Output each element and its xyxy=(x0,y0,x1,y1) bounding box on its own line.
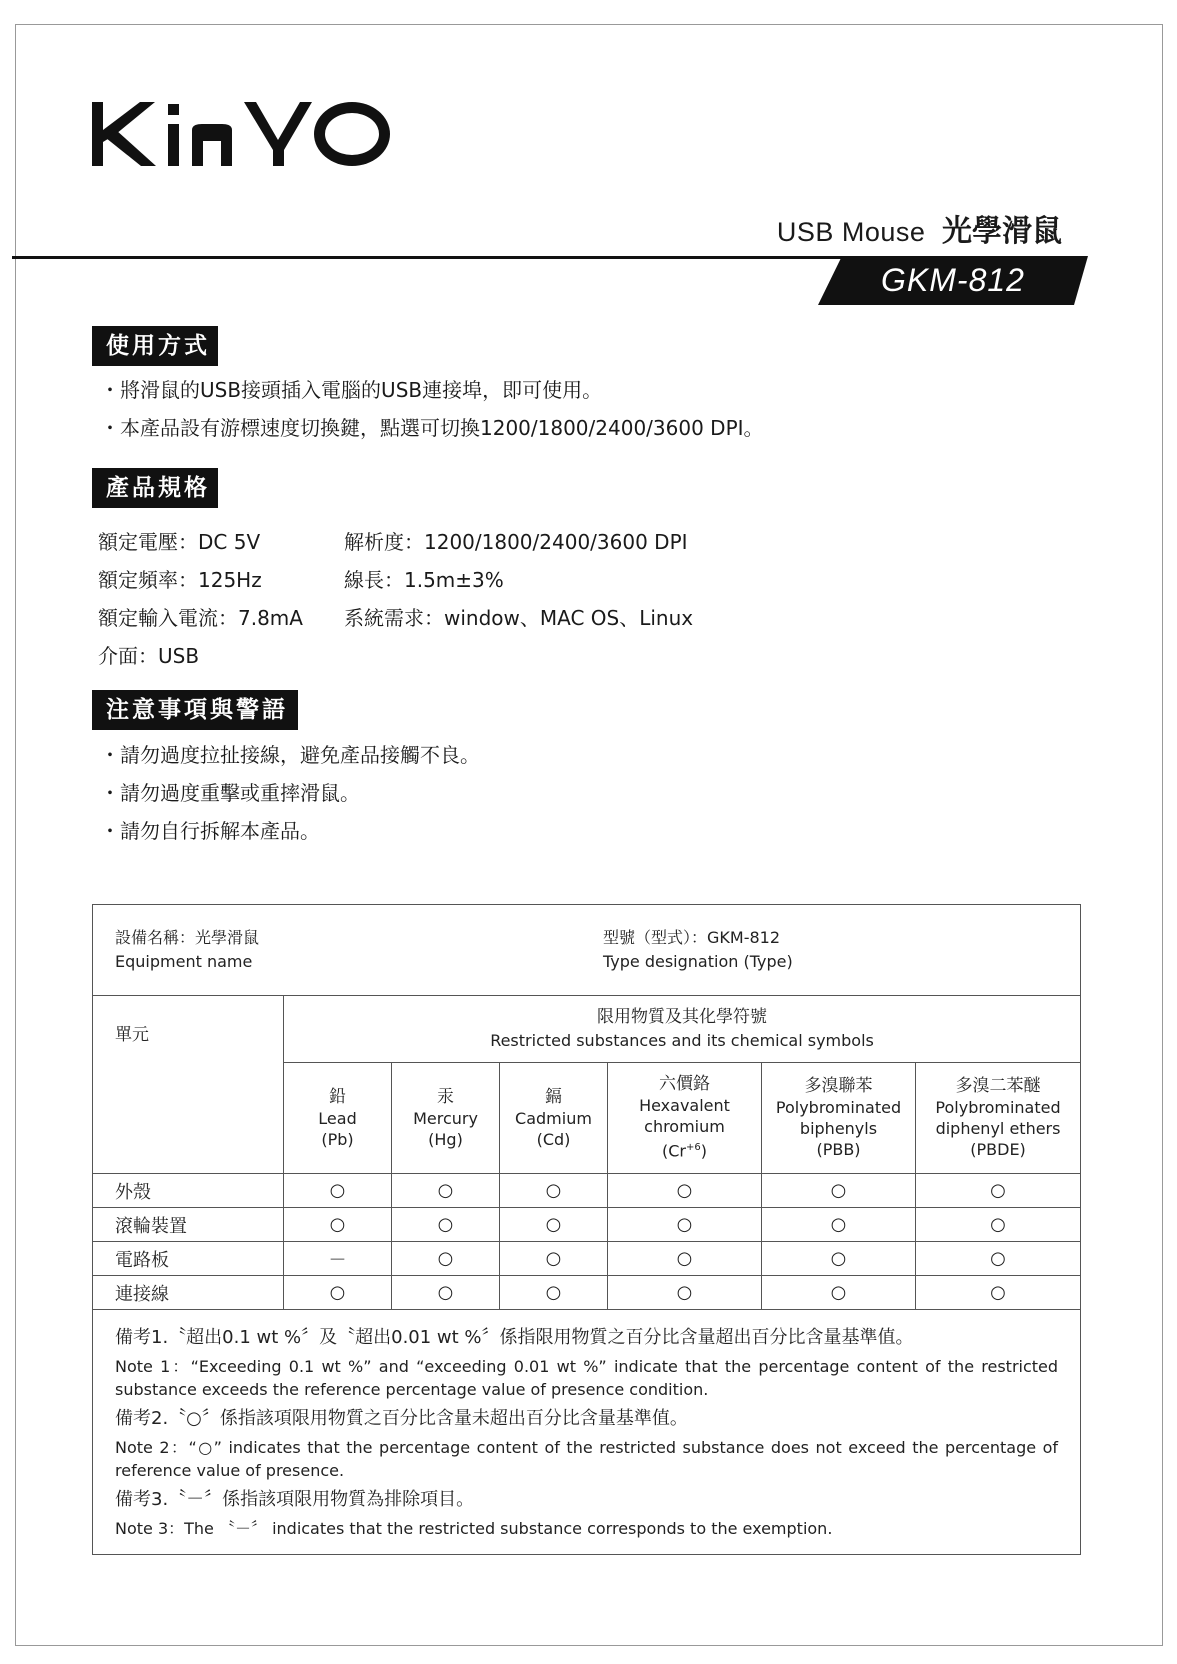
substance-cadmium: 鎘 Cadmium (Cd) xyxy=(500,1063,608,1174)
rohs-table xyxy=(92,904,1081,1555)
row-unit-label: 連接線 xyxy=(93,1276,284,1310)
kinyo-logo xyxy=(92,100,392,170)
warning-item: ・請勿自行拆解本產品。 xyxy=(100,819,320,843)
compliance-mark: ○ xyxy=(392,1208,500,1242)
table-row xyxy=(93,1208,1081,1242)
compliance-mark: ○ xyxy=(762,1174,916,1208)
compliance-mark: ○ xyxy=(500,1174,608,1208)
compliance-mark: ○ xyxy=(500,1276,608,1310)
compliance-mark: ○ xyxy=(500,1208,608,1242)
restricted-en: Restricted substances and its chemical symbols xyxy=(490,1031,874,1050)
compliance-mark: ○ xyxy=(608,1276,762,1310)
substance-lead: 鉛 Lead (Pb) xyxy=(284,1063,392,1174)
warning-item: ・請勿過度重擊或重摔滑鼠。 xyxy=(100,781,360,805)
note-3-zh: 備考3.〝－〞係指該項限用物質為排除項目。 xyxy=(115,1489,475,1510)
equipment-name-en: Equipment name xyxy=(115,952,253,971)
compliance-mark: － xyxy=(284,1242,392,1276)
row-unit-label: 外殼 xyxy=(93,1174,284,1208)
rohs-notes xyxy=(93,1310,1081,1555)
spec-voltage: 額定電壓：DC 5V xyxy=(98,530,261,554)
compliance-mark: ○ xyxy=(284,1276,392,1310)
note-1-zh: 備考1.〝超出0.1 wt %〞及〝超出0.01 wt %〞係指限用物質之百分比含量超出百分比含量基準值。 xyxy=(115,1327,914,1348)
product-name-zh: 光學滑鼠 xyxy=(942,214,1062,249)
note-3-en: Note 3：The 〝－〞 indicates that the restricted substance corresponds to the exemption. xyxy=(115,1519,833,1538)
spec-current: 額定輸入電流：7.8mA xyxy=(98,606,303,630)
spec-cable-length: 線長：1.5m±3% xyxy=(344,568,504,592)
compliance-mark: ○ xyxy=(762,1208,916,1242)
compliance-mark: ○ xyxy=(762,1242,916,1276)
substance-hexavalent-chromium: 六價鉻 Hexavalent chromium $(Cr^{+6})$ xyxy=(608,1063,762,1174)
note-1-en: Note 1：“Exceeding 0.1 wt %” and “exceeding 0.01 wt %” indicate that the percentage content of the restricted substance exceeds the reference percentage value of presence condition. xyxy=(115,1357,1059,1399)
compliance-mark: ○ xyxy=(762,1276,916,1310)
equipment-name-zh: 設備名稱：光學滑鼠 xyxy=(115,928,260,947)
compliance-mark: ○ xyxy=(392,1242,500,1276)
compliance-mark: ○ xyxy=(392,1174,500,1208)
compliance-mark: ○ xyxy=(284,1208,392,1242)
spec-frequency: 額定頻率：125Hz xyxy=(98,568,262,592)
restricted-substances-header xyxy=(284,996,1081,1063)
compliance-mark: ○ xyxy=(608,1242,762,1276)
compliance-mark: ○ xyxy=(284,1174,392,1208)
compliance-mark: ○ xyxy=(500,1242,608,1276)
usage-item: ・本產品設有游標速度切換鍵，點選可切換1200/1800/2400/3600 DPI。 xyxy=(100,416,764,440)
table-row xyxy=(93,1174,1081,1208)
compliance-mark: ○ xyxy=(608,1174,762,1208)
table-row xyxy=(93,1276,1081,1310)
substance-pbde: 多溴二苯醚 Polybrominated diphenyl ethers (PBDE) xyxy=(916,1063,1081,1174)
chromium-symbol: $(Cr^{+6})$ xyxy=(662,1141,707,1161)
spec-resolution: 解析度：1200/1800/2400/3600 DPI xyxy=(344,530,688,554)
product-name-en: USB Mouse xyxy=(776,217,926,247)
product-title xyxy=(777,206,1062,250)
substance-mercury: 汞 Mercury (Hg) xyxy=(392,1063,500,1174)
restricted-zh: 限用物質及其化學符號 xyxy=(597,1007,768,1027)
rohs-header xyxy=(93,905,1081,996)
spec-system: 系統需求：window、MAC OS、Linux xyxy=(344,606,694,630)
usage-item: ・將滑鼠的USB接頭插入電腦的USB連接埠，即可使用。 xyxy=(100,378,603,402)
usage-list xyxy=(100,371,764,447)
row-unit-label: 電路板 xyxy=(93,1242,284,1276)
compliance-mark: ○ xyxy=(916,1208,1081,1242)
spec-interface: 介面：USB xyxy=(98,644,200,668)
compliance-mark: ○ xyxy=(916,1174,1081,1208)
warnings-section-title: 注意事項與警語 xyxy=(92,690,298,730)
specs-section-title: 產品規格 xyxy=(92,468,218,508)
table-row xyxy=(93,1242,1081,1276)
warning-item: ・請勿過度拉扯接線，避免產品接觸不良。 xyxy=(100,743,480,767)
type-designation-zh: 型號（型式）：GKM-812 xyxy=(603,928,781,947)
note-2-zh: 備考2.〝○〞係指該項限用物質之百分比含量未超出百分比含量基準值。 xyxy=(115,1408,688,1429)
rohs-rows xyxy=(93,1174,1081,1310)
compliance-mark: ○ xyxy=(392,1276,500,1310)
compliance-mark: ○ xyxy=(916,1242,1081,1276)
warnings-list xyxy=(100,736,480,850)
unit-column-header: 單元 xyxy=(93,996,284,1174)
type-designation-en: Type designation (Type) xyxy=(603,952,793,971)
compliance-mark: ○ xyxy=(608,1208,762,1242)
substance-pbb: 多溴聯苯 Polybrominated biphenyls (PBB) xyxy=(762,1063,916,1174)
row-unit-label: 滾輪裝置 xyxy=(93,1208,284,1242)
model-number: GKM-812 xyxy=(881,262,1025,298)
usage-section-title: 使用方式 xyxy=(92,326,218,366)
compliance-mark: ○ xyxy=(916,1276,1081,1310)
note-2-en: Note 2：“○” indicates that the percentage content of the restricted substance does not exceed the percentage of reference value of presence. xyxy=(115,1438,1059,1480)
